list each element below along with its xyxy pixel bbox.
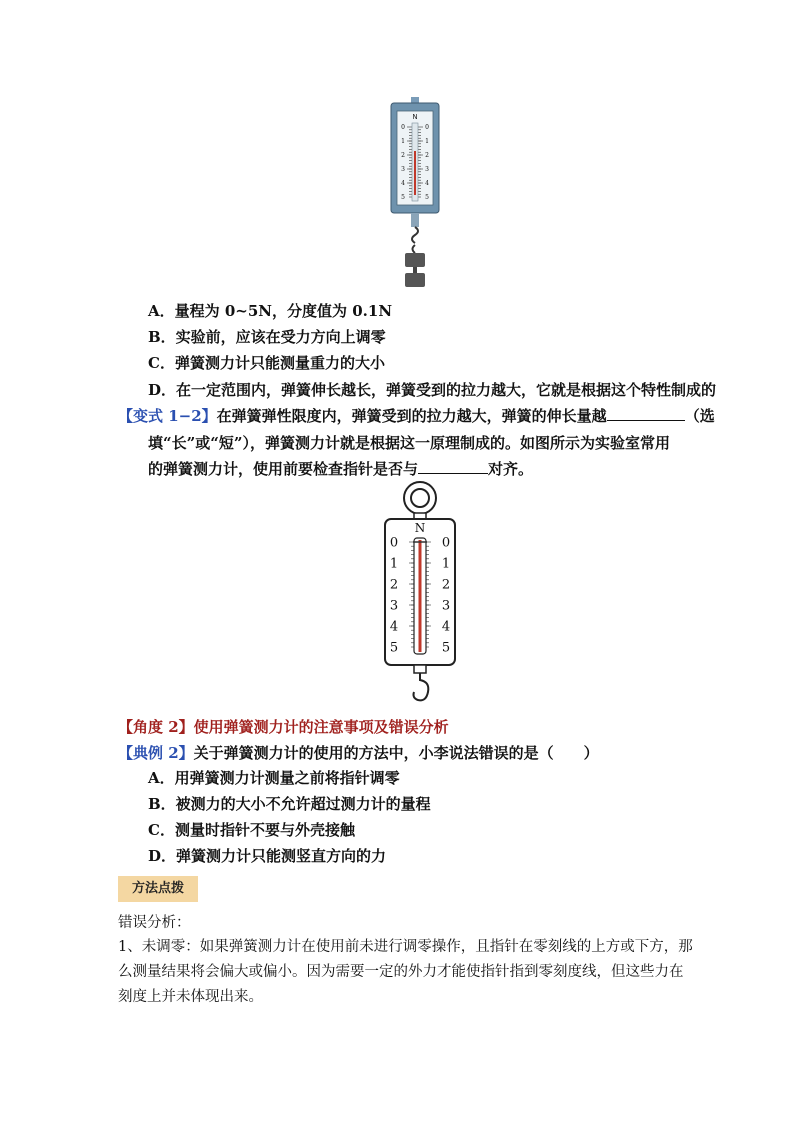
example2-tag: 【典例 2】 [118,744,194,762]
variant-line-3 [148,459,533,479]
tick-label-right-2: 2 [425,152,429,160]
q1-option-d: D．在一定范围内，弹簧伸长越长，弹簧受到的拉力越大，它就是根据这个特性制成的 [148,381,717,399]
e2-option-c: C．测量时指针不要与外壳接触 [148,821,355,839]
tick-label-left-5: 5 [401,194,405,202]
q1-option-c: C．弹簧测力计只能测量重力的大小 [148,354,385,372]
variant-text-1b: （选 [684,407,715,425]
tick-label-right-4: 4 [425,180,429,188]
top-hook [411,97,419,103]
weight-1 [405,253,425,267]
unit-label: N [412,113,418,121]
tick-label-right-1: 1 [441,556,451,572]
tick-label-right-2: 2 [441,577,451,593]
variant-line-1 [118,406,715,426]
variant-line-2: 填“长”或“短”），弹簧测力计就是根据这一原理制成的。如图所示为实验室常用 [148,434,671,452]
blank-1 [607,406,685,421]
analysis-line-1: 1、未调零：如果弹簧测力计在使用前未进行调零操作，且指针在零刻线的上方或下方，那 [118,939,693,955]
tick-label-left-4: 4 [389,619,399,635]
example2-text: 关于弹簧测力计的使用的方法中，小李说法错误的是（ ） [193,744,599,762]
tick-label-left-1: 1 [401,138,405,146]
tick-label-left-5: 5 [389,640,399,656]
unit-label-2: N [414,521,426,535]
e2-option-d: D．弹簧测力计只能测竖直方向的力 [148,847,387,865]
tick-label-left-2: 2 [389,577,399,593]
tick-label-right-3: 3 [425,166,429,174]
tick-label-right-5: 5 [441,640,451,656]
tick-label-right-0: 0 [425,124,429,132]
tick-label-left-3: 3 [389,598,399,614]
weight-2 [405,273,425,287]
e2-option-b: B．被测力的大小不允许超过测力计的量程 [148,795,431,813]
tick-label-left-4: 4 [401,180,405,188]
analysis-line-3: 刻度上并未体现出来。 [118,989,263,1005]
variant-text-3a: 的弹簧测力计，使用前要检查指针是否与 [148,460,419,478]
tick-label-left-1: 1 [389,556,399,572]
variant-text-1a: 在弹簧弹性限度内，弹簧受到的拉力越大，弹簧的伸长量越 [216,407,607,425]
tick-label-left-3: 3 [401,166,405,174]
q1-option-b: B．实验前，应该在受力方向上调零 [148,328,386,346]
spring-scale-figure [370,480,470,710]
bottom-hook [411,213,419,227]
variant-text-3b: 对齐。 [488,460,534,478]
tick-label-left-0: 0 [401,124,405,132]
hanging-ring [404,482,436,514]
indicator-needle [414,151,416,195]
angle2-text: 使用弹簧测力计的注意事项及错误分析 [193,718,449,736]
q1-option-a: A．量程为 0~5N，分度值为 0.1N [148,302,393,320]
tick-label-right-1: 1 [425,138,429,146]
variant-tag: 【变式 1−2】 [118,407,217,425]
analysis-line-2: 么测量结果将会偏大或偏小。因为需要一定的外力才能使指针指到零刻度线，但这些力在 [118,964,684,980]
tick-label-right-5: 5 [425,194,429,202]
tick-label-left-2: 2 [401,152,405,160]
tick-label-right-3: 3 [441,598,451,614]
tick-label-left-0: 0 [389,535,399,551]
e2-option-a: A．用弹簧测力计测量之前将指针调零 [148,769,400,787]
tick-label-right-0: 0 [441,535,451,551]
indicator-needle-2 [419,540,422,652]
example2-question [118,743,599,763]
angle2-heading [118,717,449,737]
method-tag: 方法点拨 [118,876,198,902]
blank-2 [418,459,488,474]
angle2-tag: 【角度 2】 [118,718,194,736]
bottom-hook-2 [414,673,429,700]
spring-scale-with-weights-figure [385,95,445,295]
tick-label-right-4: 4 [441,619,451,635]
analysis-heading: 错误分析： [118,915,191,931]
